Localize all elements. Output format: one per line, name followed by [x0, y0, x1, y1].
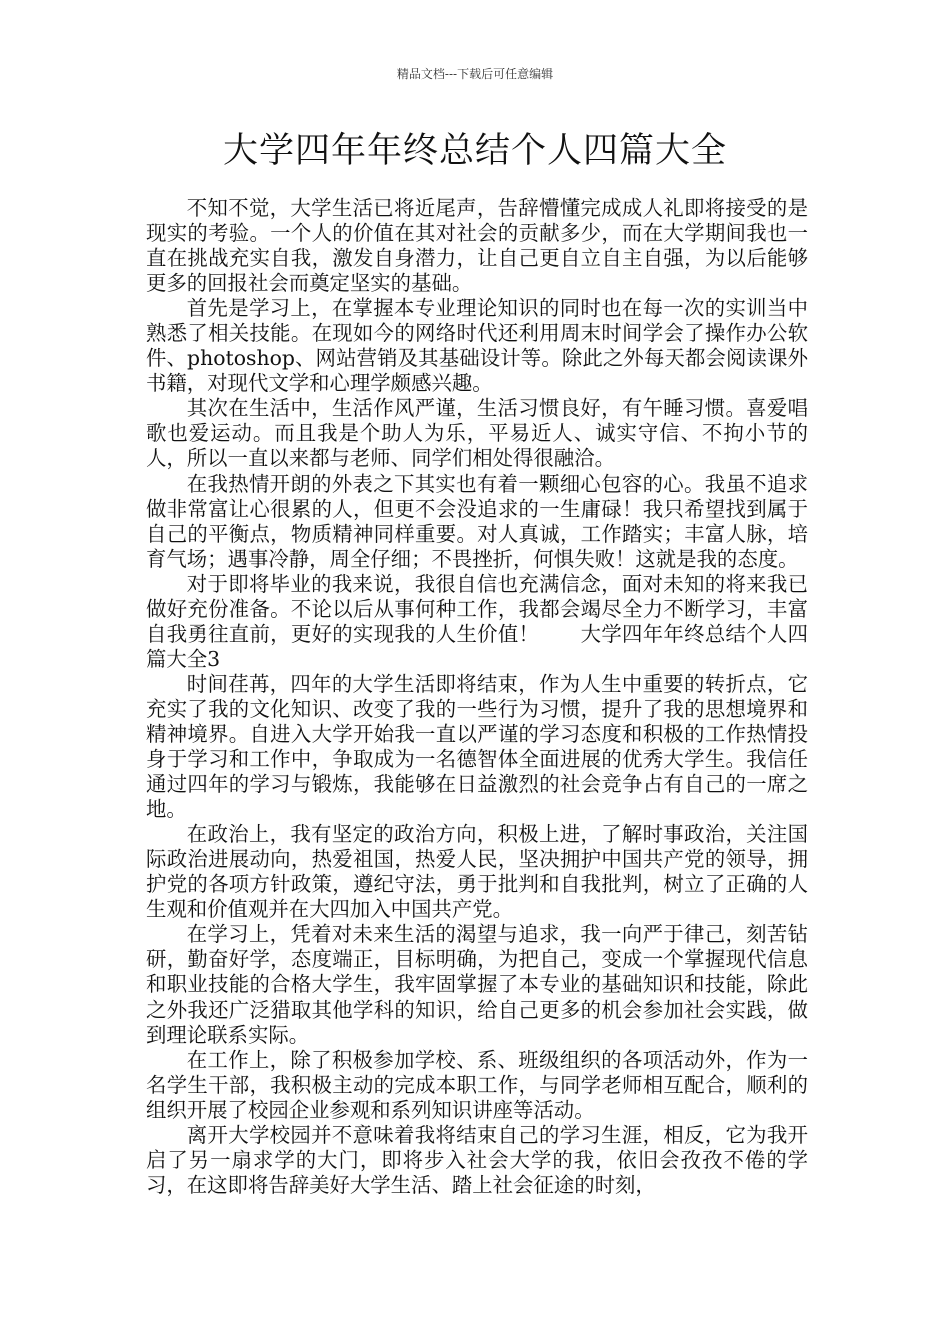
- paragraph: 对于即将毕业的我来说，我很自信也充满信念，面对未知的将来我已做好充份准备。不论以后从事何种工作，我都会竭尽全力不断学习，丰富自我勇往直前，更好的实现我的人生价值！ 大学四年年终总结个人四篇大全3: [146, 571, 808, 671]
- document-body: [146, 196, 808, 1198]
- paragraph: 在政治上，我有坚定的政治方向，积极上进，了解时事政治，关注国际政治进展动向，热爱祖国，热爱人民，坚决拥护中国共产党的领导，拥护党的各项方针政策，遵纪守法，勇于批判和自我批判，树立了正确的人生观和价值观并在大四加入中国共产党。: [146, 822, 808, 922]
- paragraph: 不知不觉，大学生活已将近尾声，告辞懵懂完成成人礼即将接受的是现实的考验。一个人的价值在其对社会的贡献多少，而在大学期间我也一直在挑战充实自我，激发自身潜力，让自己更自立自主自强，为以后能够更多的回报社会而奠定坚实的基础。: [146, 196, 808, 296]
- paragraph: 首先是学习上，在掌握本专业理论知识的同时也在每一次的实训当中熟悉了相关技能。在现如今的网络时代还利用周末时间学会了操作办公软件、photoshop、网站营销及其基础设计等。除此之外每天都会阅读课外书籍，对现代文学和心理学颇感兴趣。: [146, 296, 808, 396]
- paragraph: 其次在生活中，生活作风严谨，生活习惯良好，有午睡习惯。喜爱唱歌也爱运动。而且我是个助人为乐，平易近人、诚实守信、不拘小节的人，所以一直以来都与老师、同学们相处得很融洽。: [146, 396, 808, 471]
- paragraph: 在我热情开朗的外表之下其实也有着一颗细心包容的心。我虽不追求做非常富让心很累的人，但更不会没追求的一生庸碌！我只希望找到属于自己的平衡点，物质精神同样重要。对人真诚，工作踏实；丰富人脉，培育气场；遇事冷静，周全仔细；不畏挫折，何惧失败！这就是我的态度。: [146, 471, 808, 571]
- paragraph: 离开大学校园并不意味着我将结束自己的学习生涯，相反，它为我开启了另一扇求学的大门，即将步入社会大学的我，依旧会孜孜不倦的学习，在这即将告辞美好大学生活、踏上社会征途的时刻，: [146, 1122, 808, 1197]
- page-header-note: 精品文档---下载后可任意编辑: [396, 67, 554, 81]
- paragraph: 时间荏苒，四年的大学生活即将结束，作为人生中重要的转折点，它充实了我的文化知识、改变了我的一些行为习惯，提升了我的思想境界和精神境界。自进入大学开始我一直以严谨的学习态度和积极的工作热情投身于学习和工作中，争取成为一名德智体全面进展的优秀大学生。我信任通过四年的学习与锻炼，我能够在日益激烈的社会竞争占有自己的一席之地。: [146, 671, 808, 822]
- document-title: 大学四年年终总结个人四篇大全: [222, 131, 727, 171]
- paragraph: 在工作上，除了积极参加学校、系、班级组织的各项活动外，作为一名学生干部，我积极主动的完成本职工作，与同学老师相互配合，顺利的组织开展了校园企业参观和系列知识讲座等活动。: [146, 1047, 808, 1122]
- paragraph: 在学习上，凭着对未来生活的渴望与追求，我一向严于律己，刻苦钻研，勤奋好学，态度端正，目标明确，为把自己，变成一个掌握现代信息和职业技能的合格大学生，我牢固掌握了本专业的基础知识和技能，除此之外我还广泛猎取其他学科的知识，给自己更多的机会参加社会实践，做到理论联系实际。: [146, 922, 808, 1047]
